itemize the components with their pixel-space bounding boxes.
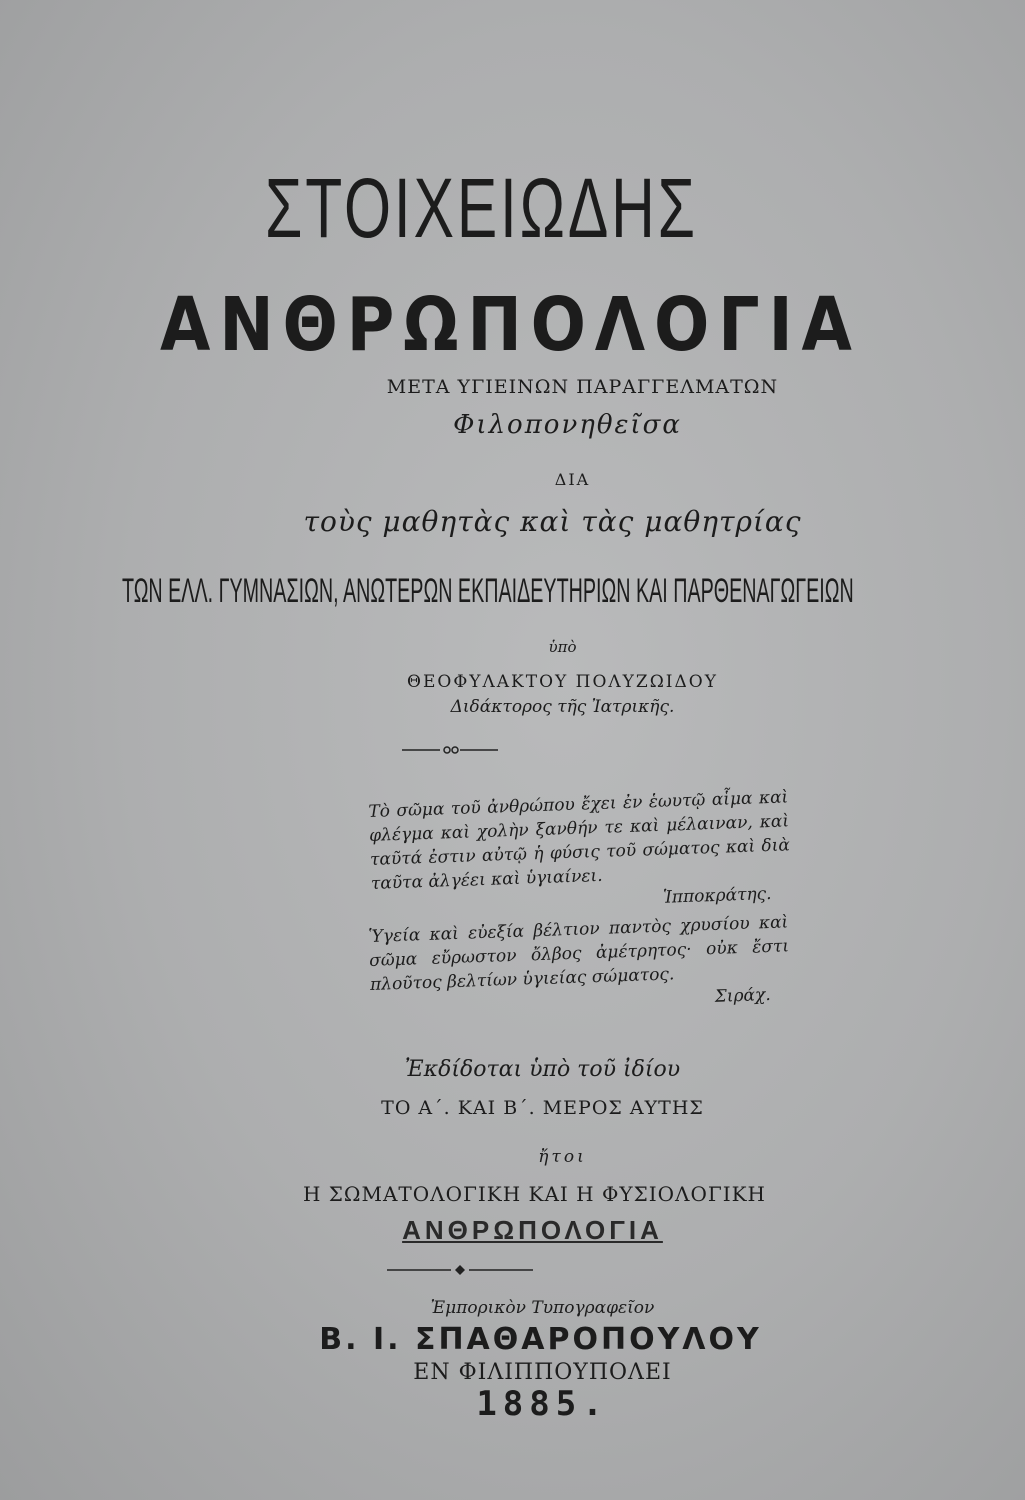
edition-line-3: Η ΣΩΜΑΤΟΛΟΓΙΚΗ ΚΑΙ Η ΦΥΣΙΟΛΟΓΙΚΗ	[302, 1182, 766, 1206]
title-line-2: ΑΝΘΡΩΠΟΛΟΓΙΑ	[160, 282, 861, 368]
epigraph-text: Ὑγεία καὶ εὐεξία βέλτιον παντὸς χρυσίου καὶ σῶμα εὔρωστον ὄλβος ἀμέτρητος· οὐκ ἔστι πλοῦτος βελτίων ὑγιείας σώματος.	[368, 912, 790, 995]
epigraph-attribution: Σιράχ.	[714, 984, 772, 1007]
ornament-divider-icon	[400, 740, 500, 760]
dia-label: ΔΙΑ	[554, 470, 591, 489]
epigraph-text: Τὸ σῶμα τοῦ ἀνθρώπου ἔχει ἐν ἑωυτῷ αἷμα καὶ φλέγμα καὶ χολὴν ξανθήν τε καὶ μέλαιναν, καὶ ταῦτά ἐστιν αὐτῷ ἡ φύσις τοῦ σώματος καὶ διὰ ταῦτα ἀλγέει καὶ ὑγιαίνει.	[368, 787, 791, 894]
author-name: ΘΕΟΦΥΛΑΚΤΟΥ ΠΟΛΥΖΩΙΔΟΥ	[407, 672, 718, 692]
epigraph-attribution: Ἱπποκράτης.	[662, 883, 772, 908]
title-line-1: ΣΤΟΙΧΕΙΩΔΗΣ	[265, 161, 698, 255]
edition-line-1: Ἐκδίδοται ὑπὸ τοῦ ἰδίου	[404, 1057, 681, 1082]
subtitle-line-2: Φιλοπονηθεῖσα	[453, 410, 682, 440]
by-label: ὑπὸ	[548, 638, 577, 656]
ornament-divider-icon	[385, 1262, 535, 1278]
author-title: Διδάκτορος τῆς Ἰατρικῆς.	[450, 697, 675, 717]
subtitle-line-1: ΜΕΤΑ ΥΓΙΕΙΝΩΝ ΠΑΡΑΓΓΕΛΜΑΤΩΝ	[386, 376, 779, 398]
epigraph-sirach	[368, 910, 791, 1021]
publication-year: 1885.	[476, 1384, 609, 1424]
audience-line: τοὺς μαθητὰς καὶ τὰς μαθητρίας	[303, 505, 802, 538]
printer-name: Β. Ι. ΣΠΑΘΑΡΟΠΟΥΛΟΥ	[319, 1322, 762, 1357]
edition-line-4: ΑΝΘΡΩΠΟΛΟΓΙΑ	[402, 1215, 663, 1245]
epigraph-hippocrates	[368, 785, 792, 920]
schools-line: ΤΩΝ ΕΛΛ. ΓΥΜΝΑΣΙΩΝ, ΑΝΩΤΕΡΩΝ ΕΚΠΑΙΔΕΥΤΗΡΙΩΝ ΚΑΙ ΠΑΡΘΕΝΑΓΩΓΕΙΩΝ	[122, 572, 854, 610]
printer-city: ΕΝ ΦΙΛΙΠΠΟΥΠΟΛΕΙ	[413, 1360, 672, 1385]
edition-line-2: ΤΟ Α΄. ΚΑΙ Β΄. ΜΕΡΟΣ ΑΥΤΗΣ	[381, 1097, 704, 1119]
etoi-label: ἤτοι	[538, 1147, 587, 1167]
printer-label: Ἐμπορικὸν Τυπογραφεῖον	[430, 1298, 655, 1318]
